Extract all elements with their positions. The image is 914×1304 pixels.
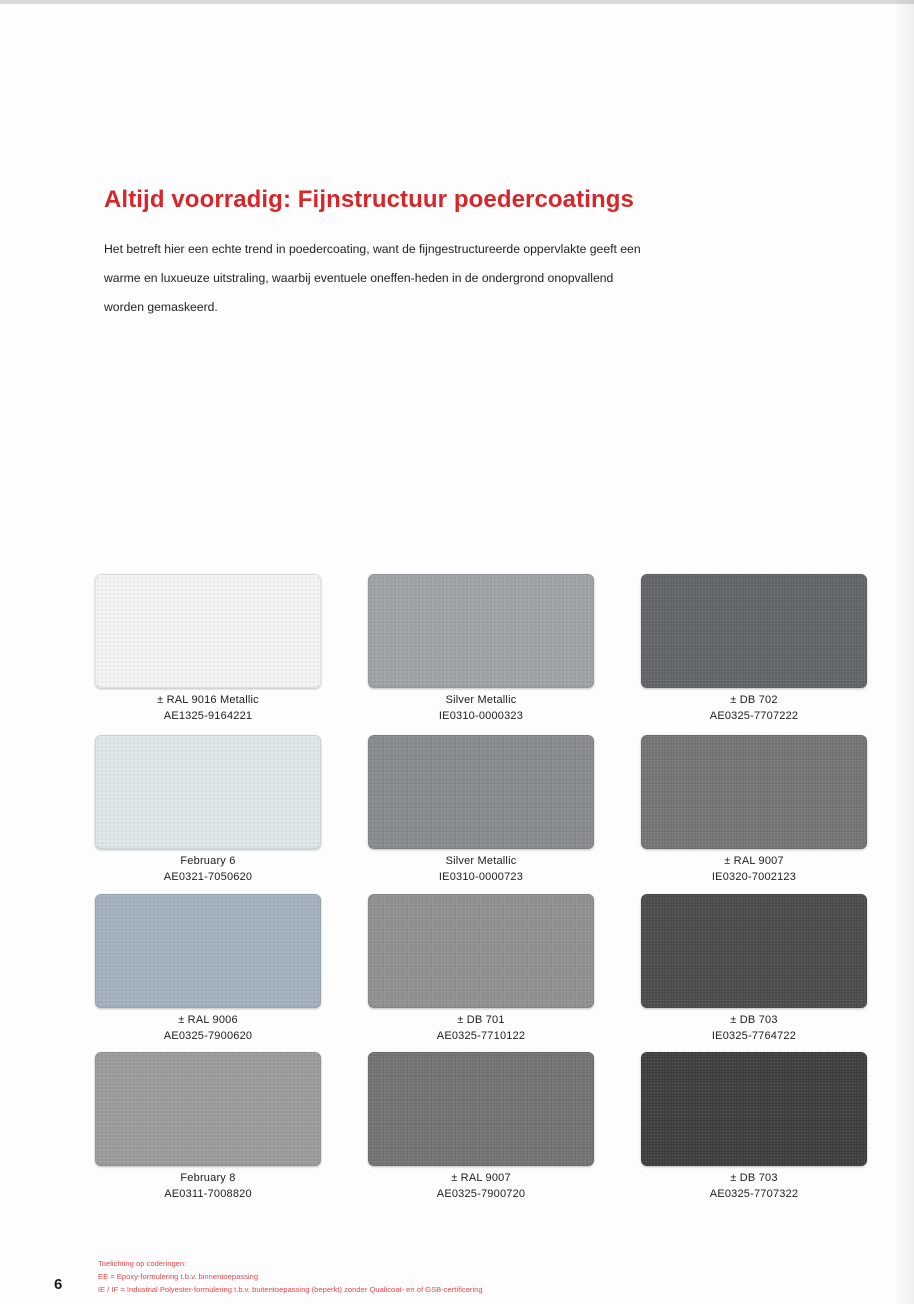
swatch-code: AE0311-7008820 — [164, 1188, 252, 1200]
color-swatch — [95, 574, 321, 722]
swatch-name: ± DB 702 — [730, 694, 778, 706]
swatch-chip — [95, 574, 321, 688]
swatch-code: AE1325-9164221 — [163, 710, 253, 722]
swatch-code: IE0320-7002123 — [711, 871, 797, 883]
swatch-name: February 8 — [180, 1172, 236, 1184]
swatch-chip — [368, 894, 594, 1008]
swatch-chip — [95, 735, 321, 849]
color-swatch — [641, 894, 867, 1042]
color-swatch — [368, 1052, 594, 1200]
footer-heading: Toelichting op coderingen: — [98, 1259, 187, 1268]
swatch-name: ± RAL 9006 — [178, 1014, 238, 1026]
page-title: Altijd voorradig: Fijnstructuur poedercoatings — [104, 186, 634, 213]
swatch-name: February 6 — [180, 855, 236, 867]
color-swatch — [95, 1052, 321, 1200]
swatch-name: Silver Metallic — [445, 694, 517, 706]
swatch-name: ± RAL 9016 Metallic — [157, 694, 259, 706]
swatch-chip — [641, 1052, 867, 1166]
swatch-name: ± RAL 9007 — [724, 855, 784, 867]
swatch-chip — [368, 574, 594, 688]
swatch-name: ± DB 701 — [457, 1014, 505, 1026]
swatch-code: AE0325-7707222 — [709, 710, 799, 722]
footer-notes — [98, 1257, 483, 1296]
swatch-name: ± DB 703 — [730, 1172, 778, 1184]
swatch-name: ± RAL 9007 — [451, 1172, 511, 1184]
swatch-chip — [95, 1052, 321, 1166]
swatch-chip — [641, 735, 867, 849]
swatch-chip — [641, 894, 867, 1008]
footer-line-1: EE = Epoxy-formulering t.b.v. binnentoepassing — [98, 1272, 259, 1281]
swatch-name: Silver Metallic — [445, 855, 517, 867]
swatch-code: IE0310-0000323 — [438, 710, 524, 722]
color-swatch — [641, 735, 867, 883]
swatch-code: AE0325-7900720 — [436, 1188, 526, 1200]
page-number: 6 — [54, 1276, 63, 1293]
swatch-code: IE0325-7764722 — [711, 1030, 797, 1042]
color-swatch — [368, 735, 594, 883]
swatch-code: IE0310-0000723 — [438, 871, 524, 883]
color-swatch — [641, 1052, 867, 1200]
color-swatch — [95, 894, 321, 1042]
swatch-code: AE0321-7050620 — [163, 871, 253, 883]
color-swatch — [368, 894, 594, 1042]
swatch-chip — [641, 574, 867, 688]
swatch-code: AE0325-7900620 — [163, 1030, 253, 1042]
swatch-code: AE0325-7710122 — [436, 1030, 526, 1042]
swatch-chip — [368, 735, 594, 849]
swatch-code: AE0325-7707322 — [709, 1188, 799, 1200]
swatch-name: ± DB 703 — [730, 1014, 778, 1026]
color-swatch — [95, 735, 321, 883]
swatch-chip — [95, 894, 321, 1008]
color-swatch — [368, 574, 594, 722]
color-swatch — [641, 574, 867, 722]
intro-paragraph: Het betreft hier een echte trend in poedercoating, want de fijngestructureerde oppervlakte geeft een warme en luxueuze uitstraling, waarbij eventuele oneffen-heden in de ondergrond onopvallend worden gemaskeerd. — [104, 242, 641, 314]
footer-line-2: IE / IF = Industrial Polyester-formulering t.b.v. buitentoepassing (beperkt) zonder Qualicoat- en of GSB-certificering — [98, 1285, 483, 1294]
swatch-chip — [368, 1052, 594, 1166]
